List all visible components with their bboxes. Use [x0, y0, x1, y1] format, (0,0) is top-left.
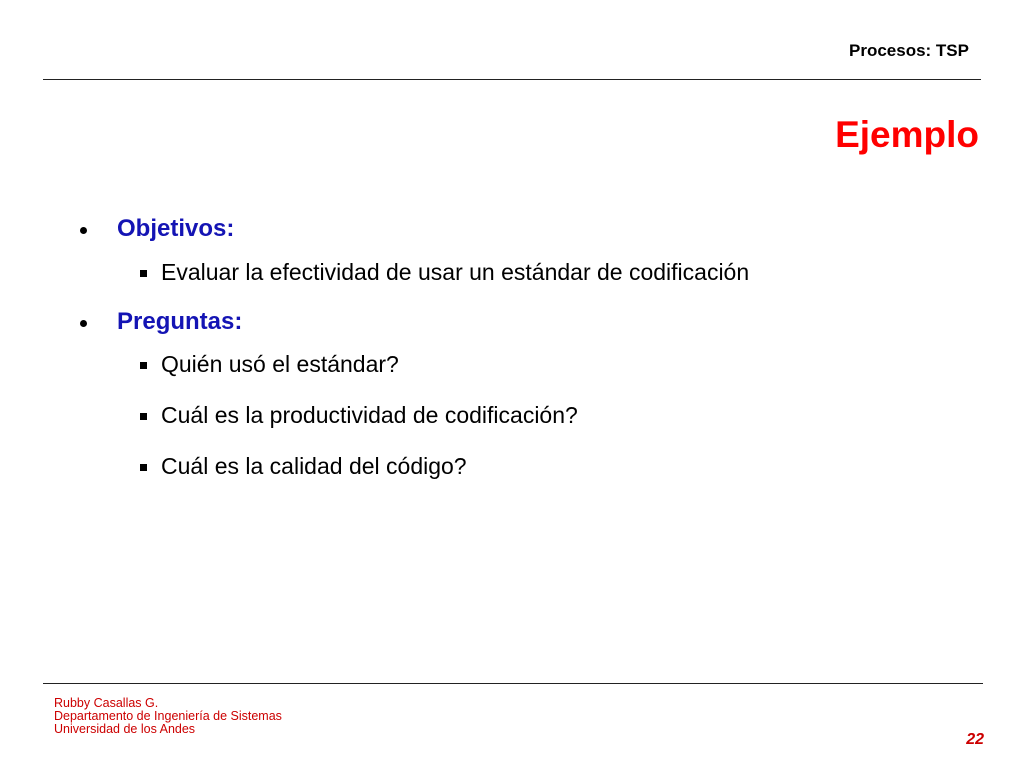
sub-bullet — [140, 259, 749, 286]
footer-divider — [43, 683, 983, 684]
sub-bullet-text: Cuál es la calidad del código? — [161, 453, 467, 479]
footer-department: Departamento de Ingeniería de Sistemas — [54, 709, 282, 723]
sub-bullet — [140, 453, 467, 480]
square-bullet-icon — [140, 413, 147, 420]
square-bullet-icon — [140, 270, 147, 277]
bullet-objetivos — [80, 215, 234, 243]
header-title: Procesos: TSP — [849, 41, 969, 60]
sub-bullet — [140, 402, 578, 429]
sub-bullet-text: Quién usó el estándar? — [161, 351, 399, 377]
footer-author: Rubby Casallas G. — [54, 696, 159, 710]
bullet-dot-icon — [80, 227, 87, 234]
bullet-preguntas — [80, 308, 242, 336]
square-bullet-icon — [140, 464, 147, 471]
sub-bullet-text: Evaluar la efectividad de usar un estándar de codificación — [161, 259, 750, 285]
header-divider — [43, 79, 981, 80]
footer-university: Universidad de los Andes — [54, 722, 196, 736]
section-heading: Objetivos: — [117, 215, 235, 242]
sub-bullet-text: Cuál es la productividad de codificación? — [161, 402, 578, 428]
bullet-dot-icon — [80, 320, 87, 327]
footer-credits — [54, 697, 282, 736]
sub-bullet — [140, 351, 399, 378]
section-heading: Preguntas: — [117, 308, 243, 335]
square-bullet-icon — [140, 362, 147, 369]
slide-title: Ejemplo — [835, 114, 979, 155]
page-number: 22 — [966, 731, 984, 748]
